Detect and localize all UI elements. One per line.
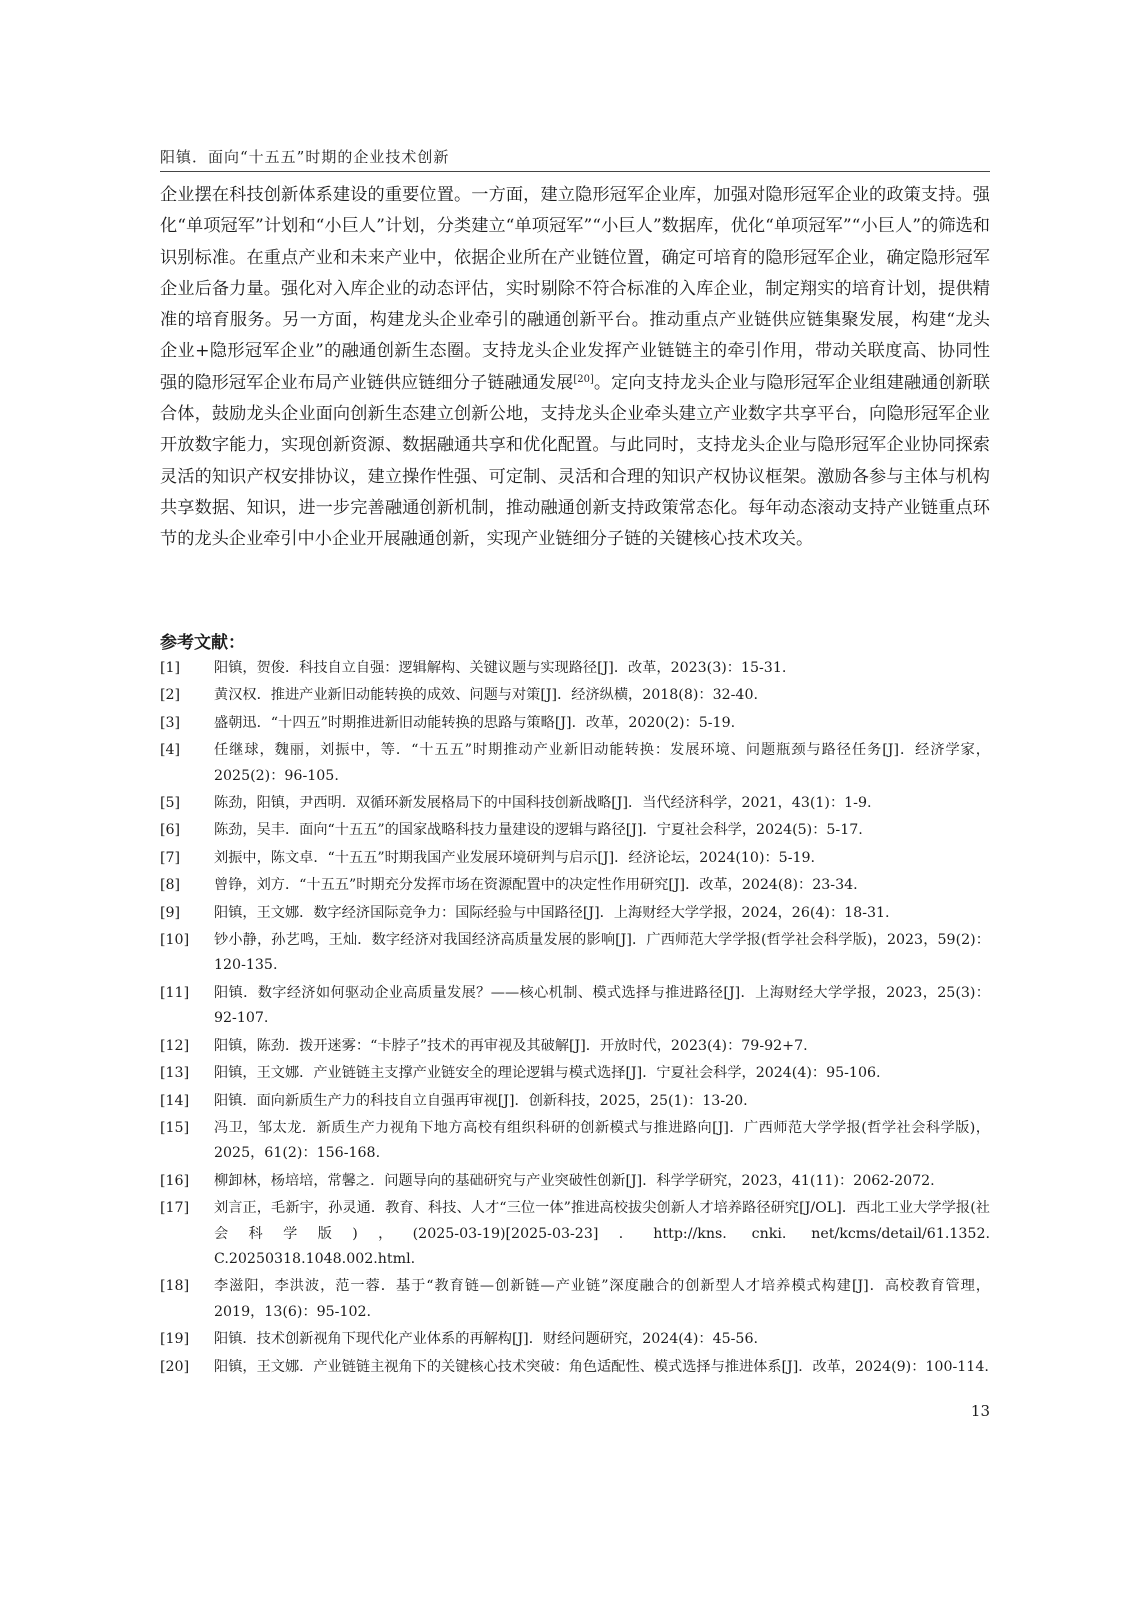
reference-text: 刘言正，毛新宇，孙灵通．教育、科技、人才“三位一体”推进高校拔尖创新人才培养路径研究[J/OL]．西北工业大学学报(社会科学版)，(2025-03-19)[2025-03-23]．http://kns. cnki. net/kcms/detail/61.1352. C.20250318.1048.002.html. [214, 1200, 990, 1267]
reference-text: 阳镇，王文娜．产业链链主视角下的关键核心技术突破：角色适配性、模式选择与推进体系[J]．改革，2024(9)：100-114. [214, 1358, 989, 1375]
reference-text: 黄汉权．推进产业新旧动能转换的成效、问题与对策[J]．经济纵横，2018(8)：32-40. [214, 687, 758, 704]
reference-text: 阳镇，王文娜．产业链链主支撑产业链安全的理论逻辑与模式选择[J]．宁夏社会科学，2024(4)：95-106. [214, 1065, 881, 1082]
reference-item [160, 981, 990, 1032]
reference-number: [15] [160, 1119, 190, 1136]
reference-text: 曾铮，刘方．“十五五”时期充分发挥市场在资源配置中的决定性作用研究[J]．改革，2024(8)：23-34. [214, 877, 858, 894]
reference-item [160, 1169, 990, 1194]
reference-item [160, 1274, 990, 1325]
reference-text: 冯卫，邹太龙．新质生产力视角下地方高校有组织科研的创新模式与推进路向[J]．广西师范大学学报(哲学社会科学版)，2025，61(2)：156-168. [214, 1119, 990, 1162]
reference-number: [9] [160, 904, 181, 921]
reference-number: [20] [160, 1358, 190, 1375]
reference-item [160, 901, 990, 926]
reference-text: 李滋阳，李洪波，范一蓉．基于“教育链—创新链—产业链”深度融合的创新型人才培养模式构建[J]．高校教育管理，2019，13(6)：95-102. [214, 1278, 990, 1320]
reference-text: 陈劲，吴丰．面向“十五五”的国家战略科技力量建设的逻辑与路径[J]．宁夏社会科学，2024(5)：5-17. [214, 822, 863, 839]
reference-item [160, 683, 990, 708]
reference-number: [13] [160, 1065, 190, 1082]
reference-number: [12] [160, 1037, 190, 1054]
reference-item [160, 1061, 990, 1086]
citation-marker: [20] [573, 373, 594, 385]
body-text-part2: 。定向支持龙头企业与隐形冠军企业组建融通创新联合体，鼓励龙头企业面向创新生态建立创新公地，支持龙头企业牵头建立产业数字共享平台，向隐形冠军企业开放数字能力，实现创新资源、数据融通共享和优化配置。与此同时，支持龙头企业与隐形冠军企业协同探索灵活的知识产权安排协议，建立操作性强、可定制、灵活和合理的知识产权协议框架。激励各参与主体与机构共享数据、知识，进一步完善融通创新机制，推动融通创新支持政策常态化。每年动态滚动支持产业链重点环节的龙头企业牵引中小企业开展融通创新，实现产业链细分子链的关键核心技术攻关。 [160, 372, 990, 550]
reference-item [160, 738, 990, 789]
reference-number: [10] [160, 932, 190, 949]
reference-number: [2] [160, 687, 181, 704]
references-title: 参考文献： [160, 633, 245, 653]
reference-number: [11] [160, 984, 190, 1001]
reference-item [160, 791, 990, 816]
reference-text: 阳镇．技术创新视角下现代化产业体系的再解构[J]．财经问题研究，2024(4)：45-56. [214, 1331, 758, 1348]
body-text-part1: 企业摆在科技创新体系建设的重要位置。一方面，建立隐形冠军企业库，加强对隐形冠军企业的政策支持。强化“单项冠军”计划和“小巨人”计划，分类建立“单项冠军”“小巨人”数据库，优化“单项冠军”“小巨人”的筛选和识别标准。在重点产业和未来产业中，依据企业所在产业链位置，确定可培育的隐形冠军企业，确定隐形冠军企业后备力量。强化对入库企业的动态评估，实时剔除不符合标准的入库企业，制定翔实的培育计划，提供精准的培育服务。另一方面，构建龙头企业牵引的融通创新平台。推动重点产业链供应链集聚发展，构建“龙头企业+隐形冠军企业”的融通创新生态圈。支持龙头企业发挥产业链链主的牵引作用，带动关联度高、协同性强的隐形冠军企业布局产业链供应链细分子链融通发展 [160, 185, 990, 393]
running-header: 阳镇．面向“十五五”时期的企业技术创新 [160, 146, 990, 172]
reference-item [160, 1089, 990, 1114]
reference-text: 阳镇．数字经济如何驱动企业高质量发展？——核心机制、模式选择与推进路径[J]．上海财经大学学报，2023，25(3)：92-107. [214, 984, 990, 1027]
reference-number: [8] [160, 877, 181, 894]
reference-item [160, 873, 990, 898]
reference-number: [6] [160, 822, 181, 839]
reference-number: [4] [160, 742, 181, 759]
reference-number: [18] [160, 1278, 190, 1295]
reference-text: 刘振中，陈文卓．“十五五”时期我国产业发展环境研判与启示[J]．经济论坛，2024(10)：5-19. [214, 849, 816, 866]
reference-item [160, 928, 990, 979]
reference-text: 阳镇，陈劲．拨开迷雾：“卡脖子”技术的再审视及其破解[J]．开放时代，2023(4)：79-92+7. [214, 1037, 808, 1054]
reference-number: [17] [160, 1200, 190, 1217]
reference-number: [3] [160, 714, 181, 731]
reference-text: 任继球，魏丽，刘振中，等．“十五五”时期推动产业新旧动能转换：发展环境、问题瓶颈与路径任务[J]．经济学家，2025(2)：96-105. [214, 742, 990, 784]
references-list [160, 656, 990, 1382]
reference-item [160, 711, 990, 736]
reference-item [160, 656, 990, 681]
body-paragraph [160, 180, 990, 556]
reference-item [160, 818, 990, 843]
reference-number: [1] [160, 660, 181, 676]
reference-item [160, 1355, 990, 1380]
reference-text: 阳镇．面向新质生产力的科技自立自强再审视[J]．创新科技，2025，25(1)：13-20. [214, 1092, 748, 1109]
reference-item [160, 1034, 990, 1059]
reference-number: [19] [160, 1331, 190, 1348]
reference-text: 陈劲，阳镇，尹西明．双循环新发展格局下的中国科技创新战略[J]．当代经济科学，2021，43(1)：1-9. [214, 795, 872, 812]
reference-text: 柳卸林，杨培培，常馨之．问题导向的基础研究与产业突破性创新[J]．科学学研究，2023，41(11)：2062-2072. [214, 1172, 935, 1189]
page-number: 13 [970, 1402, 990, 1420]
reference-text: 钞小静，孙艺鸣，王灿．数字经济对我国经济高质量发展的影响[J]．广西师范大学学报(哲学社会科学版)，2023，59(2)：120-135. [214, 932, 990, 974]
reference-text: 阳镇，王文娜．数字经济国际竞争力：国际经验与中国路径[J]．上海财经大学学报，2024，26(4)：18-31. [214, 904, 890, 921]
reference-number: [5] [160, 795, 181, 812]
reference-text: 盛朝迅．“十四五”时期推进新旧动能转换的思路与策略[J]．改革，2020(2)：5-19. [214, 714, 736, 731]
reference-number: [7] [160, 849, 181, 866]
reference-item [160, 1327, 990, 1352]
reference-number: [16] [160, 1172, 190, 1189]
reference-number: [14] [160, 1092, 190, 1109]
reference-text: 阳镇，贺俊．科技自立自强：逻辑解构、关键议题与实现路径[J]．改革，2023(3)：15-31. [214, 660, 787, 676]
reference-item [160, 1116, 990, 1167]
reference-item [160, 1196, 990, 1272]
reference-item [160, 846, 990, 871]
